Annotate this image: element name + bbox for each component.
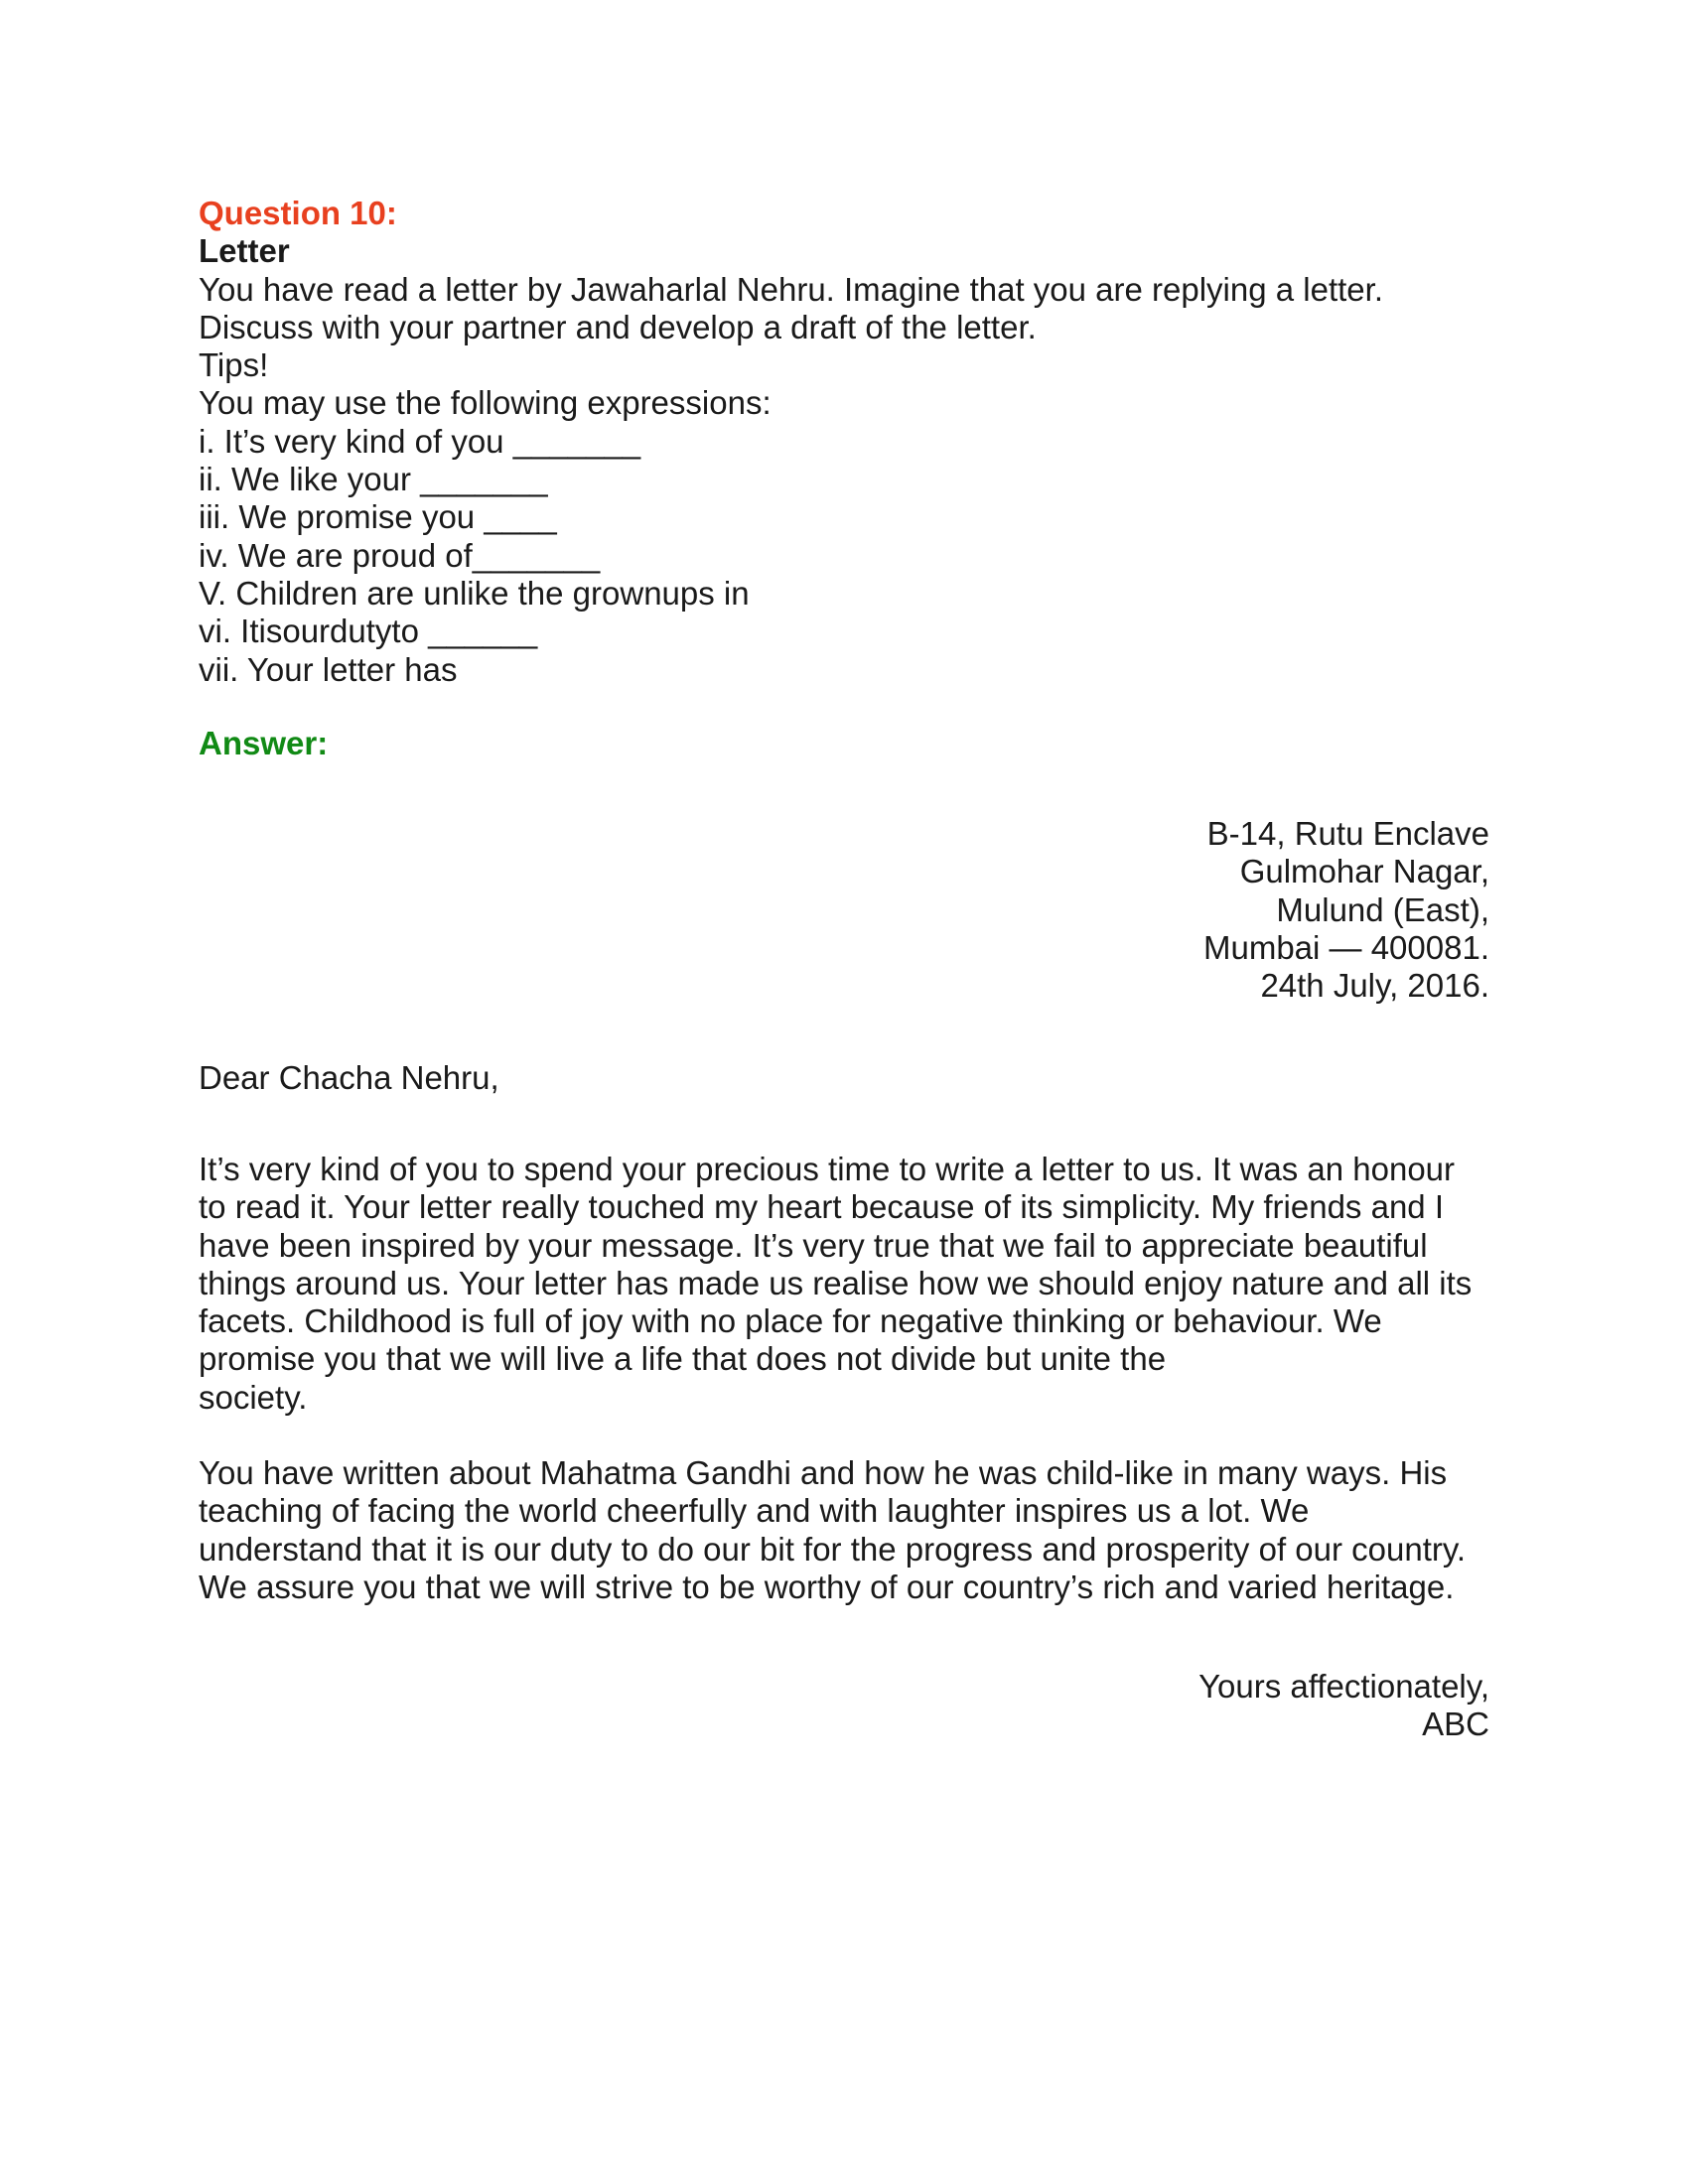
question-instruction-line: Discuss with your partner and develop a draft of the letter. (199, 308, 1037, 345)
expression-item: ii. We like your _______ (199, 461, 548, 498)
paragraph-line: facets. Childhood is full of joy with no place for negative thinking or behaviour. We (199, 1302, 1382, 1340)
address-line: Mumbai — 400081. (1203, 928, 1489, 966)
letter-paragraph-2 (199, 1454, 1489, 1606)
paragraph-line: have been inspired by your message. It’s very true that we fail to appreciate beautiful (199, 1226, 1428, 1264)
expression-item: vi. Itisourdutyto ______ (199, 613, 538, 650)
paragraph-line: understand that it is our duty to do our bit for the progress and prosperity of our country. (199, 1530, 1467, 1568)
paragraph-line: to read it. Your letter really touched my heart because of its simplicity. My friends and I (199, 1188, 1444, 1226)
expression-item: vii. Your letter has (199, 650, 458, 688)
salutation-text: Dear Chacha Nehru, (199, 1059, 499, 1096)
paragraph-line: society. (199, 1378, 308, 1416)
expression-item: i. It’s very kind of you _______ (199, 422, 641, 460)
question-section (199, 195, 1489, 762)
address-line: Mulund (East), (1276, 890, 1489, 928)
tips-label: Tips! (199, 346, 269, 384)
expression-item: V. Children are unlike the grownups in (199, 574, 750, 612)
letter-paragraph-1 (199, 1151, 1489, 1417)
address-line: Gulmohar Nagar, (1239, 853, 1489, 890)
expression-item: iv. We are proud of_______ (199, 536, 601, 574)
paragraph-line: It’s very kind of you to spend your precious time to write a letter to us. It was an honour (199, 1151, 1456, 1187)
answer-heading: Answer: (199, 724, 329, 761)
paragraph-line: teaching of facing the world cheerfully and with laughter inspires us a lot. We (199, 1492, 1310, 1530)
question-title: Letter (199, 232, 290, 270)
paragraph-line: things around us. Your letter has made us realise how we should enjoy nature and all its (199, 1264, 1473, 1301)
letter-date: 24th July, 2016. (1260, 967, 1489, 1005)
paragraph-line: We assure you that we will strive to be worthy of our country’s rich and varied heritage. (199, 1568, 1455, 1605)
paragraph-line: promise you that we will live a life that does not divide but unite the (199, 1340, 1167, 1378)
question-instruction-line: You have read a letter by Jawaharlal Nehru. Imagine that you are replying a letter. (199, 270, 1383, 308)
expression-item: iii. We promise you ____ (199, 498, 557, 536)
closing-text: Yours affectionately, (1198, 1668, 1489, 1705)
document-page (199, 195, 1489, 1743)
expressions-intro: You may use the following expressions: (199, 384, 772, 422)
signature: ABC (1422, 1706, 1489, 1743)
paragraph-line: You have written about Mahatma Gandhi and how he was child-like in many ways. His (199, 1454, 1448, 1491)
letter-closing (1198, 1668, 1489, 1744)
question-heading: Question 10: (199, 195, 397, 231)
salutation (199, 1059, 499, 1097)
sender-address (1203, 815, 1489, 1005)
address-line: B-14, Rutu Enclave (1206, 815, 1489, 852)
